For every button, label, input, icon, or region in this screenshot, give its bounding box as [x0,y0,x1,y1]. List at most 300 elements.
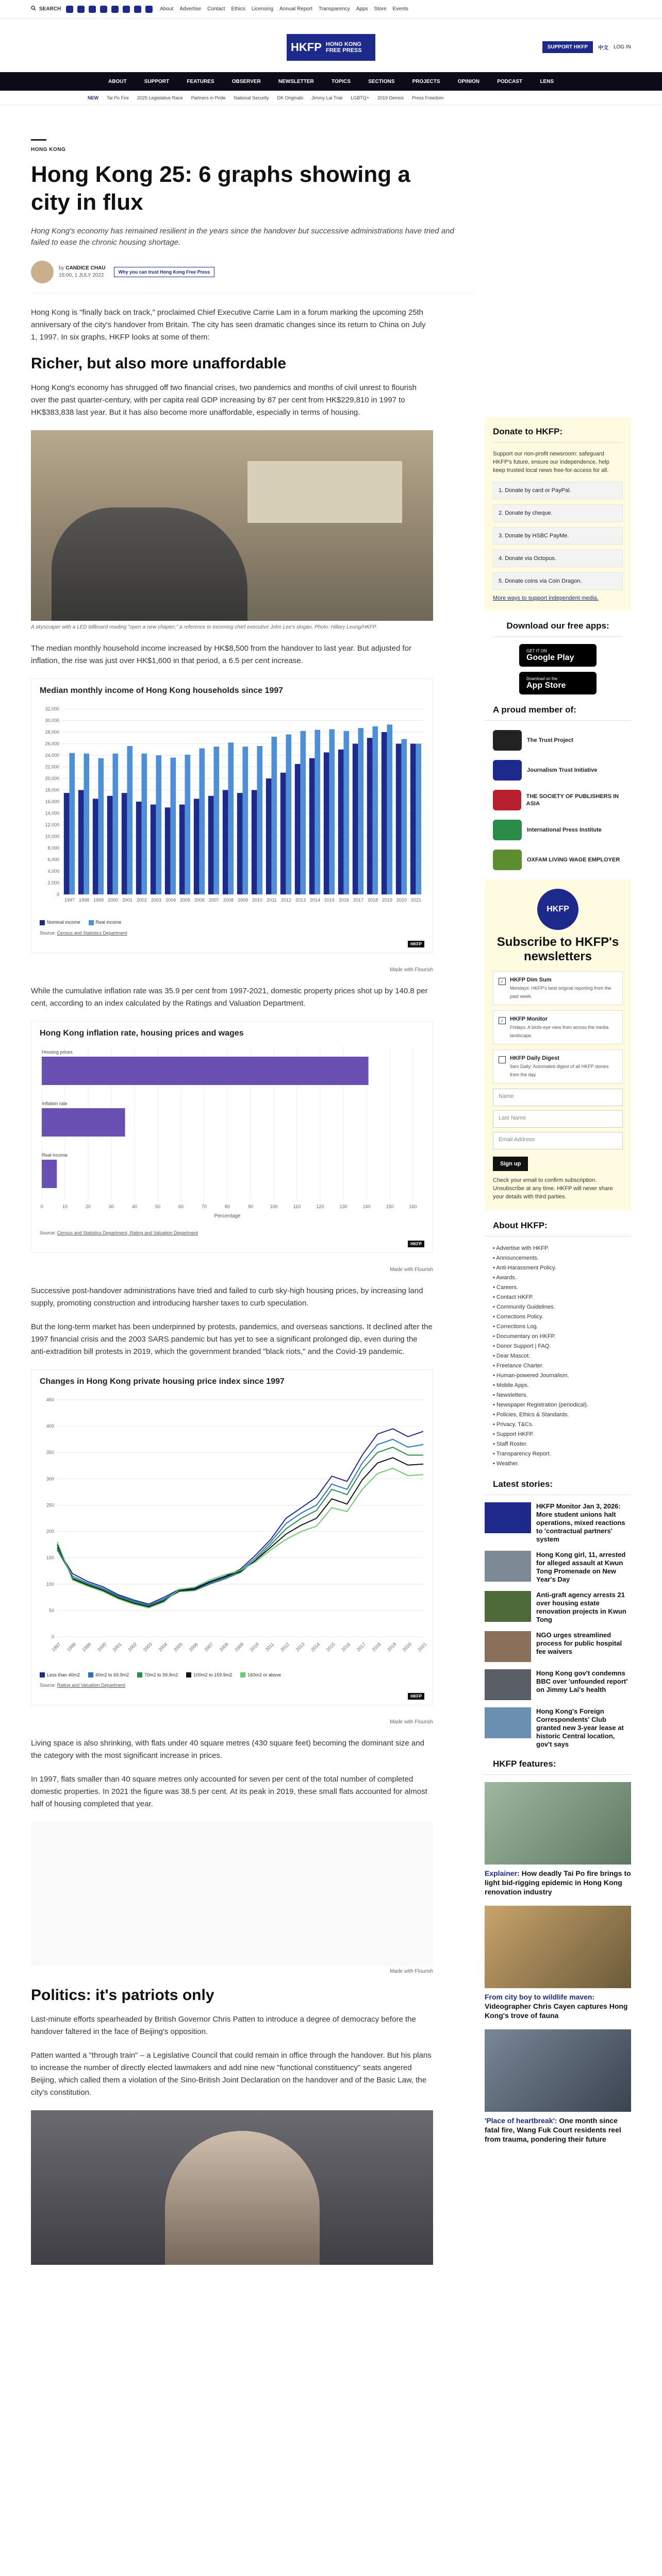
y-tick-label: 200 [46,1529,54,1534]
x-tick-label: 2005 [172,1641,184,1653]
sidebar [485,417,631,2153]
linkedin-icon[interactable] [111,6,119,13]
price-index-chart [31,1369,433,1706]
y-tick-label: 0 [56,892,59,897]
bar [309,758,315,894]
x-tick-label: 20 [85,1204,91,1209]
made-with-flourish[interactable]: Made with Flourish [390,1266,433,1273]
x-tick-label: 140 [362,1204,371,1209]
about-link[interactable]: • Corrections Policy. [493,1314,543,1320]
toplink-about[interactable]: About [160,6,174,12]
legend-label: Less than 40m2 [47,1672,80,1677]
about-title: About HKFP: [485,1221,631,1236]
trending-item[interactable]: Press Freedom [411,95,444,100]
legend-item[interactable] [40,1672,80,1678]
x-tick-label: 2004 [165,897,176,903]
bar [382,732,387,894]
feature-image [485,2029,631,2112]
newsletter-option-name: HKFP Daily Digest [510,1055,559,1061]
chart-footer [31,1238,433,1252]
toplink-apps[interactable]: Apps [356,6,368,12]
chart-source-link[interactable]: Census and Statistics Department, Rating and Valuation Department [57,1230,198,1235]
about-list [485,1244,631,1469]
section-heading: Richer, but also more unaffordable [31,355,287,372]
story-thumbnail [485,1502,531,1533]
about-link[interactable]: • Contact HKFP. [493,1294,534,1300]
x-tick-label: 2015 [324,897,335,903]
trending-item[interactable]: DK Originals [277,95,304,100]
feature-story[interactable] [485,1782,631,1896]
toplink-advertise[interactable]: Advertise [179,6,202,12]
donate-title: Donate to HKFP: [493,427,623,443]
about-link[interactable]: • Documentary on HKFP. [493,1333,556,1340]
bar [410,744,416,895]
donate-option[interactable]: 5. Donate coins via Coin Dragon. [493,572,623,590]
story-thumbnail [485,1669,531,1700]
donate-option[interactable]: 4. Donate via Octopus. [493,550,623,567]
x-tick-label: 2011 [267,897,277,903]
trending-item[interactable]: 2019 Demos [377,95,404,100]
bar [300,731,306,894]
threads-icon[interactable] [145,6,153,13]
newsletter-note: Check your email to confirm subscription. Unsubscribe at any time. HKFP will never share your details with third parties. [493,1177,613,1200]
toplink-annual-report[interactable]: Annual Report [279,6,312,12]
story-headline: NGO urges streamlined process for public hospital fee waivers [536,1631,622,1655]
newsletter-option-name: HKFP Dim Sum [510,977,552,983]
chart-title: Changes in Hong Kong private housing price index since 1997 [40,1377,285,1386]
series-line [57,1468,423,1608]
trending-item[interactable]: National Security [234,95,269,100]
about-link[interactable]: • Announcements. [493,1255,539,1261]
login-link[interactable]: LOG IN [614,44,631,50]
x-tick-label: 2010 [249,1641,260,1653]
newsletter-title: Subscribe to HKFP's newsletters [496,935,619,963]
about-box [485,1221,631,1469]
legend-label: Nominal income [47,920,80,925]
x-tick-label: 2009 [237,897,249,903]
bar [208,796,214,894]
y-tick-label: 30,000 [45,718,59,723]
x-tick-label: 2007 [203,1641,214,1653]
legend-swatch [40,1672,45,1677]
x-tick-label: 2012 [280,897,292,903]
bar [252,790,257,895]
x-tick-label: 1999 [81,1641,92,1653]
support-button[interactable]: SUPPORT HKFP [542,41,593,53]
app-store-badge[interactable] [519,672,597,694]
about-link[interactable]: • Corrections Log. [493,1324,538,1330]
latest-story[interactable] [485,1502,631,1544]
apps-title: Download our free apps: [493,621,623,637]
x-tick-label: 80 [224,1204,230,1209]
legend-item[interactable] [89,920,122,925]
bar [42,1057,369,1085]
google-play-badge[interactable] [519,644,597,667]
newsletter-option[interactable] [493,1010,623,1044]
about-link[interactable]: • Human-powered Journalism. [493,1372,569,1379]
last-name-input[interactable]: Last Name [493,1110,623,1128]
bar [372,726,378,894]
author-name[interactable]: CANDICE CHAU [65,265,106,271]
legend-swatch [240,1672,245,1677]
feature-image [485,1906,631,1988]
paragraph: But the long-term market has been underpinned by protests, pandemics, and overseas sanctions. It declined after the 1997 financial crisis and the 2003 SARS pandemic but has yet to see a significant prolonged dip, even during the anti-extradition bill protests in 2019, which the government branded "black riots," and the Covid-19 pandemic. [31,1322,433,1356]
latest-story[interactable] [485,1631,631,1662]
paragraph: Patten wanted a "through train" – a Legislative Council that could remain in office through the handover. But his plans to increase the number of directly elected lawmakers and add nine new "functional constituency" seats angered Beijing, which called them a violation of the Sino-British Joint Declaration on the handover and of the Basic Law, the city's constitution. [31,2051,432,2097]
x-tick-label: 2014 [310,1641,321,1653]
chart-title: Hong Kong inflation rate, housing prices and wages [40,1028,244,1038]
bar [69,753,75,895]
youtube-icon[interactable] [100,6,107,13]
x-tick-label: 2020 [401,1641,412,1653]
feature-headline: Videographer Chris Cayen captures Hong Kong's trove of fauna [485,2002,628,2020]
feature-tag: 'Place of heartbreak': [485,2116,557,2125]
nav-features[interactable]: FEATURES [187,78,214,84]
x-tick-label: 50 [155,1204,161,1209]
y-tick-label: 300 [46,1476,54,1481]
about-link[interactable]: • Anti-Harassment Policy. [493,1265,556,1271]
story-thumbnail [485,1551,531,1582]
led-billboard [247,461,402,523]
sopa-logo [493,790,521,810]
member-logo[interactable] [485,820,631,840]
story-headline: Hong Kong gov't condemns BBC over 'unfounded report' on Jimmy Lai's health [536,1669,628,1693]
y-tick-label: 100 [46,1581,54,1587]
y-tick-label: 4,000 [47,869,59,874]
newsletter-option[interactable] [493,971,623,1005]
y-tick-label: 24,000 [45,753,59,758]
chart-source-label: Source: [40,930,56,936]
ipi-logo [493,820,522,840]
x-tick-label: 1997 [51,1641,62,1653]
feature-headline: One month since fatal fire, Wang Fuk Court residents reel from trauma, pondering their future [485,2116,621,2143]
about-link[interactable]: • Newspaper Registration (periodical). [493,1402,588,1408]
member-box [485,705,631,870]
legend-item[interactable] [137,1672,178,1678]
trending-item[interactable]: Jimmy Lai Trial [311,95,343,100]
chart-footer [31,1690,433,1705]
price-index-chart-svg [31,1389,433,1668]
story-thumbnail [485,1707,531,1738]
article [31,139,474,2268]
x-tick-label: 60 [178,1204,184,1209]
x-tick-label: 30 [108,1204,114,1209]
bar [237,793,243,894]
bar [107,796,113,894]
bar [156,755,161,894]
byline-prefix: by [59,265,64,271]
x-icon[interactable] [77,6,85,13]
bar [199,749,205,895]
legend-label: 160m2 or above [247,1672,282,1677]
toplink-transparency[interactable]: Transparency [318,6,350,12]
y-tick-label: 450 [46,1397,54,1402]
chart-footer [31,938,433,953]
nav-podcast[interactable]: PODCAST [497,78,523,84]
apps-box [485,621,631,694]
about-link[interactable]: • Weather. [493,1461,519,1467]
about-link[interactable]: • Mobile Apps. [493,1382,529,1388]
story-headline: Anti-graft agency arrests 21 over housing estate renovation projects in Kwun Tong [536,1591,626,1623]
income-chart-svg [31,699,433,915]
member-logo[interactable] [485,850,631,870]
x-tick-label: 2007 [208,897,220,903]
legend-item[interactable] [40,920,80,925]
about-link[interactable]: • Newsletters. [493,1392,528,1398]
name-input[interactable]: Name [493,1089,623,1106]
about-link[interactable]: • Privacy, T&Cs. [493,1421,534,1428]
chart-legend [31,1669,433,1681]
logo-mark: HKFP [291,41,322,54]
x-tick-label: 2016 [338,897,350,903]
kicker-accent [31,139,46,141]
latest-story[interactable] [485,1591,631,1624]
bar [213,747,219,894]
jti-logo [493,760,522,781]
newsletter-option-name: HKFP Monitor [510,1016,548,1022]
signup-button[interactable]: Sign up [493,1157,528,1171]
donate-option[interactable]: 3. Donate by HSBC PayMe. [493,527,623,545]
x-tick-label: 2002 [127,1641,138,1653]
nav-topics[interactable]: TOPICS [332,78,351,84]
latest-story[interactable] [485,1551,631,1584]
logo-subtitle [326,41,362,54]
x-tick-label: 2003 [151,897,162,903]
chart-title: Median monthly income of Hong Kong households since 1997 [40,686,284,695]
bar [165,807,171,894]
made-with-flourish[interactable]: Made with Flourish [390,967,433,973]
x-tick-label: 90 [247,1204,254,1209]
x-tick-label: 2012 [279,1641,291,1653]
x-tick-label: 1998 [78,897,90,903]
x-tick-label: 1998 [65,1641,77,1653]
about-link[interactable]: • Dear Mascot. [493,1353,531,1359]
google-play-top: GET IT ON [526,648,547,653]
feature-story[interactable] [485,1906,631,2020]
bar [93,799,98,894]
bar [387,724,392,894]
about-link[interactable]: • Awards. [493,1275,517,1281]
paragraph: The median monthly household income increased by HK$8,500 from the handover to last year. But adjusted for inflation, the rise was just over HK$1,600 in that period, a 6.5 per cent increase. [31,644,411,665]
trust-badge-link[interactable]: Why you can trust Hong Kong Free Press [114,267,215,277]
toplink-events[interactable]: Events [392,6,409,12]
donate-option[interactable]: 1. Donate by card or PayPal. [493,482,623,499]
x-tick-label: 10 [62,1204,68,1209]
trending-item[interactable]: Tai Po Fire [107,95,129,100]
legend-swatch [137,1672,142,1677]
member-logo[interactable] [485,730,631,751]
member-name: The Trust Project [527,737,573,743]
bar [353,744,358,895]
y-tick-label: 150 [46,1555,54,1561]
toplink-store[interactable]: Store [374,6,387,12]
story-headline: Hong Kong's Foreign Correspondents' Club granted new 3-year lease at historic Central location, gov't says [536,1707,624,1748]
paragraph: Hong Kong is "finally back on track," proclaimed Chief Executive Carrie Lam in a forum marking the upcoming 25th anniversary of the city's handover from Britain. The city has seen dramatic changes since its return to China on July 1, 1997. In six graphs, HKFP looks at some of them: [31,308,426,342]
bar [122,793,127,894]
logo-sub-line1: HONG KONG [325,41,361,47]
bar [179,805,185,894]
bar [42,1160,57,1188]
y-tick-label: 10,000 [45,834,59,839]
y-tick-label: 32,000 [45,706,59,711]
paragraph: Last-minute efforts spearheaded by British Governor Chris Patten to introduce a degree of democracy before the handover faltered in the face of Beijing's opposition. [31,2015,416,2037]
chart-source-label: Source: [40,1683,56,1688]
latest-story[interactable] [485,1707,631,1749]
about-link[interactable]: • Careers. [493,1284,519,1291]
nav-opinion[interactable]: OPINION [457,78,479,84]
about-link[interactable]: • Freelance Charter. [493,1363,544,1369]
email-input[interactable]: Email Address [493,1132,623,1149]
paragraph: Successive post-handover administrations have tried and failed to curb sky-high housing prices, by increasing land supply, promoting construction and introducing harsher taxes to curb speculation. [31,1286,423,1308]
inflation-chart-svg [31,1041,433,1227]
made-with-flourish[interactable]: Made with Flourish [390,1719,433,1725]
chart-source-label: Source: [40,1230,56,1235]
article-photo [31,2110,433,2265]
bar [257,746,262,894]
bar [367,738,373,894]
bar [416,744,421,895]
telegram-icon[interactable] [123,6,130,13]
mastodon-icon[interactable] [134,6,141,13]
about-link[interactable]: • Community Guidelines. [493,1304,555,1310]
legend-item[interactable] [240,1672,281,1678]
donate-option[interactable]: 2. Donate by cheque. [493,504,623,522]
x-tick-label: 2013 [295,897,306,903]
story-thumbnail [485,1591,531,1622]
newsletter-box [485,879,631,1210]
x-tick-label: 2020 [396,897,407,903]
chart-source [31,928,433,938]
logo-sub-line2: FREE PRESS [325,47,362,54]
legend-item[interactable] [88,1672,129,1678]
legend-item[interactable] [186,1672,232,1678]
photo-foreground [52,507,247,621]
embedded-chart-placeholder [31,1822,433,1966]
story-headline: HKFP Monitor Jan 3, 2026: More student unions halt operations, mixed reactions to 'contractual partners' system [536,1502,625,1543]
trending-bar [0,91,662,105]
bar [324,752,329,894]
feature-image [485,1782,631,1865]
language-toggle[interactable]: 中文 [598,45,609,51]
x-tick-label: 2003 [142,1641,153,1653]
search-button[interactable] [31,6,61,12]
toplink-contact[interactable]: Contact [207,6,225,12]
checkbox[interactable]: ✓ [499,978,506,985]
chart-source-link[interactable]: Census and Statistics Department [57,930,127,936]
bar [170,758,176,895]
legend-swatch [89,920,94,925]
about-link[interactable]: • Donor Support | FAQ. [493,1343,551,1349]
bar [228,742,234,894]
x-tick-label: 2006 [188,1641,199,1653]
x-tick-label: 160 [409,1204,417,1209]
toplink-licensing[interactable]: Licensing [251,6,274,12]
bar [280,773,286,894]
member-logo[interactable] [485,760,631,781]
chart-source-link[interactable]: Rating and Valuation Department [57,1683,125,1688]
bar [242,747,248,894]
oxfam-logo [493,850,522,870]
made-with-flourish[interactable]: Made with Flourish [390,1969,433,1975]
section-heading: Politics: it's patriots only [31,1987,214,2004]
checkbox[interactable] [499,1056,506,1063]
bar [136,802,142,894]
legend-label: 40m2 to 69.9m2 [95,1672,129,1677]
feature-headline: How deadly Tai Po fire brings to light bid-rigging epidemic in Hong Kong renovation industry [485,1869,631,1896]
trending-item[interactable]: 2025 Legislative Race [137,95,183,100]
about-link[interactable]: • Staff Roster. [493,1441,528,1447]
more-ways-link[interactable]: More ways to support independent media. [493,595,599,601]
member-name: International Press Institute [527,827,602,833]
x-tick-label: 40 [131,1204,138,1209]
x-tick-label: 2018 [367,897,378,903]
about-link[interactable]: • Support HKFP. [493,1431,534,1437]
trending-item[interactable]: Partners in Pride [191,95,226,100]
nav-support[interactable]: SUPPORT [144,78,170,84]
newsletter-option-desc: 9am Daily: Automated digest of all HKFP stories from the day. [510,1064,609,1077]
toplink-ethics[interactable]: Ethics [231,6,245,12]
x-tick-label: 2000 [107,897,119,903]
x-tick-label: 150 [386,1204,394,1209]
member-name: OXFAM LIVING WAGE EMPLOYER [527,857,620,863]
y-tick-label: 0 [51,1634,54,1639]
site-logo[interactable] [287,34,375,61]
newsletter-option[interactable] [493,1049,623,1083]
search-icon [31,6,36,12]
nav-about[interactable]: ABOUT [108,78,127,84]
newsletter-option-desc: Fridays: A birds-eye view from across the media landscape. [510,1025,609,1038]
features-box [485,1759,631,2144]
x-tick-label: 1997 [64,897,75,903]
latest-story[interactable] [485,1669,631,1700]
about-link[interactable]: • Policies, Ethics & Standards. [493,1412,569,1418]
x-tick-label: 1999 [93,897,104,903]
x-tick-label: 2015 [325,1641,336,1653]
bar-label: Inflation rate [42,1100,68,1106]
y-tick-label: 6,000 [47,857,59,862]
bar [185,755,190,894]
legend-label: 100m2 to 159.9m2 [193,1672,233,1677]
bar [223,790,228,895]
facebook-icon[interactable] [66,6,73,13]
bar [141,754,147,894]
about-link[interactable]: • Advertise with HKFP. [493,1245,549,1251]
y-tick-label: 18,000 [45,787,59,793]
inflation-chart [31,1021,433,1253]
about-link[interactable]: • Transparency Report. [493,1451,551,1457]
bar [84,754,89,894]
nav-lens[interactable]: LENS [540,78,554,84]
bar-label: Real income [42,1152,68,1158]
bar [401,739,407,895]
publish-date: 15:00, 1 JULY 2022 [59,273,104,278]
feature-story[interactable] [485,2029,631,2144]
instagram-icon[interactable] [89,6,96,13]
y-tick-label: 28,000 [45,730,59,735]
nav-sections[interactable]: SECTIONS [368,78,395,84]
article-kicker[interactable]: HONG KONG [31,147,66,152]
nav-projects[interactable]: PROJECTS [412,78,440,84]
trending-item[interactable]: LGBTQ+ [351,95,369,100]
member-logo[interactable] [485,790,631,810]
nav-newsletter[interactable]: NEWSLETTER [278,78,314,84]
paragraph: While the cumulative inflation rate was 35.9 per cent from 1997-2021, domestic property prices shot up by 140.8 per cent, according to an index calculated by the Ratings and Valuation Department. [31,986,428,1008]
checkbox[interactable]: ✓ [499,1017,506,1024]
nav-observer[interactable]: OBSERVER [231,78,261,84]
photo-subject [165,2131,320,2265]
y-tick-label: 8,000 [47,845,59,851]
x-tick-label: 2014 [309,897,321,903]
